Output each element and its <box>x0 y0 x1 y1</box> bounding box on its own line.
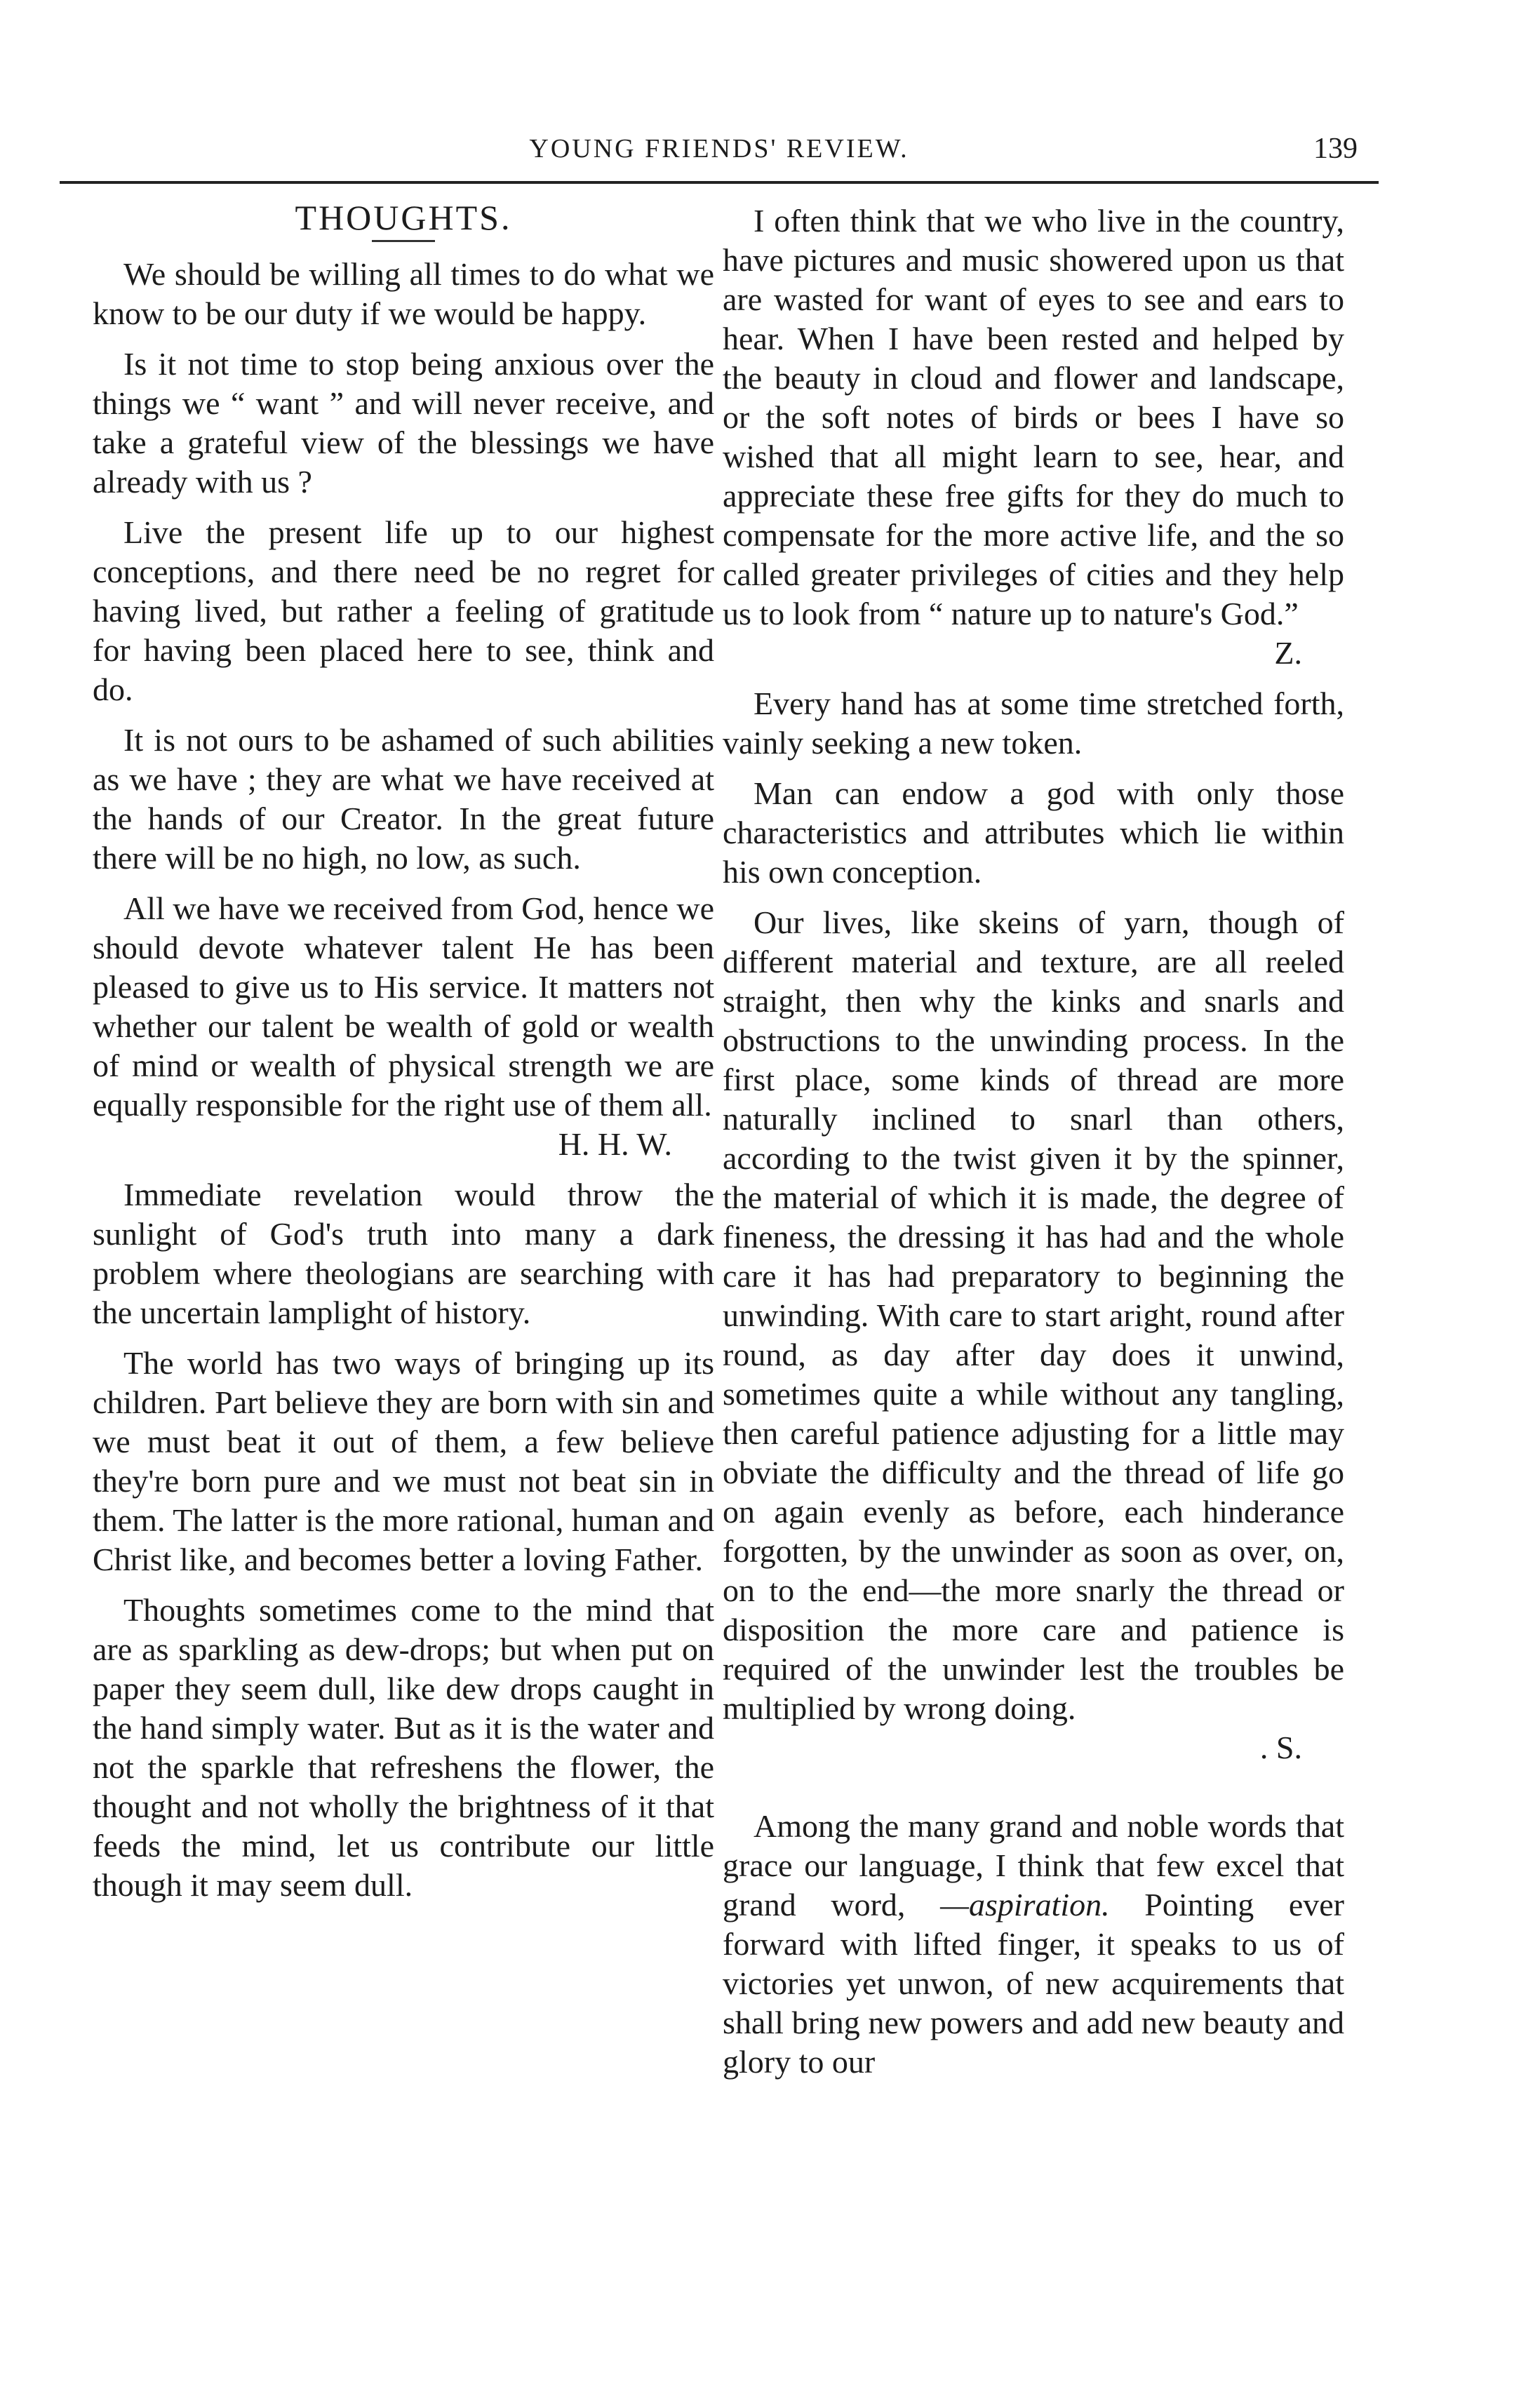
running-title: YOUNG FRIENDS' REVIEW. <box>529 134 909 163</box>
paragraph: I often think that we who live in the country, have pictures and music showered upon us that are wasted for want of eyes to see and ears to hear. When I have been rested and helped by the beauty in cloud and flower and landscape, or the soft notes of birds or bees I have so wished that all might learn to see, hear, and appreciate these free gifts for they do much to compensate for the more active life, and the so called greater privileges of cities and they help us to look from “ nature up to nature's God.” <box>723 203 1344 631</box>
paragraph: Every hand has at some time stretched forth, vainly seeking a new token. <box>723 686 1344 761</box>
paragraph: Live the present life up to our highest conceptions, and there need be no regret for having lived, but rather a feeling of gratitude for having been placed here to see, think and do. <box>93 514 714 707</box>
signature-s: . S. <box>1259 1730 1302 1765</box>
signature-hhw: H. H. W. <box>558 1126 672 1162</box>
title-divider <box>372 240 435 242</box>
paragraph-aspiration <box>723 1807 1344 2082</box>
paragraph: Is it not time to stop being anxious over the things we “ want ” and will never receive, and take a grateful view of the blessings we have already with us ? <box>93 346 714 500</box>
paragraph: Thoughts sometimes come to the mind that are as sparkling as dew-drops; but when put on paper they seem dull, like dew drops caught in the hand simply water. But as it is the water and not the sparkle that refreshens the flower, the thought and not wholly the brightness of it that feeds the mind, let us contribute our little though it may seem dull. <box>93 1592 714 1903</box>
section-title: THOUGHTS. <box>295 198 512 237</box>
paragraph-text: Pointing ever forward with lifted finger, it speaks to us of victories yet unwon, of new acquirements that shall bring new powers and add new beauty and glory to our <box>723 1887 1344 2080</box>
paragraph: The world has two ways of bringing up its children. Part believe they are born with sin and we must beat it out of them, a few believe they're born pure and we must not beat sin in them. The latter is the more rational, human and Christ like, and becomes better a loving Father. <box>93 1345 714 1577</box>
paragraph: It is not ours to be ashamed of such abilities as we have ; they are what we have received at the hands of our Creator. In the great future there will be no high, no low, as such. <box>93 722 714 876</box>
signature-z: Z. <box>1274 635 1302 671</box>
right-column <box>723 201 1344 2093</box>
section-gap <box>723 1767 1344 1807</box>
emphasis-word: —aspiration. <box>940 1887 1110 1923</box>
paragraph: Immediate revelation would throw the sunlight of God's truth into many a dark problem where theologians are searching with the uncertain lamplight of history. <box>93 1177 714 1330</box>
paragraph: Man can endow a god with only those characteristics and attributes which lie within his own conception. <box>723 775 1344 890</box>
paragraph: All we have we received from God, hence we should devote whatever talent He has been pleased to give us to His service. It matters not whether our talent be wealth of gold or wealth of mind or wealth of physical strength we are equally responsible for the right use of them all. <box>93 890 714 1123</box>
paragraph-text: Among the many grand and noble words that grace our language, I think that few excel that grand word, <box>723 1808 1344 1923</box>
page-header <box>60 128 1379 177</box>
header-rule <box>60 181 1379 184</box>
paragraph: We should be willing all times to do what we know to be our duty if we would be happy. <box>93 256 714 331</box>
paragraph: Our lives, like skeins of yarn, though of different material and texture, are all reeled straight, then why the kinks and snarls and obstructions to the unwinding process. In the first place, some kinds of thread are more naturally inclined to snarl than others, according to the twist given it by the spinner, the material of which it is made, the degree of fineness, the dressing it has had and the whole care it has had preparatory to beginning the unwinding. With care to start aright, round after round, as day after day does it unwind, sometimes quite a while without any tangling, then careful patience adjusting for a little may obviate the difficulty and the thread of life go on again evenly as before, each hinderance forgotten, by the unwinder as soon as over, on, on to the end—the more snarly the thread or disposition the more care and patience is required of the unwinder lest the troubles be multiplied by wrong doing. <box>723 904 1344 1726</box>
left-column <box>93 198 714 1916</box>
page-number: 139 <box>1313 133 1358 165</box>
